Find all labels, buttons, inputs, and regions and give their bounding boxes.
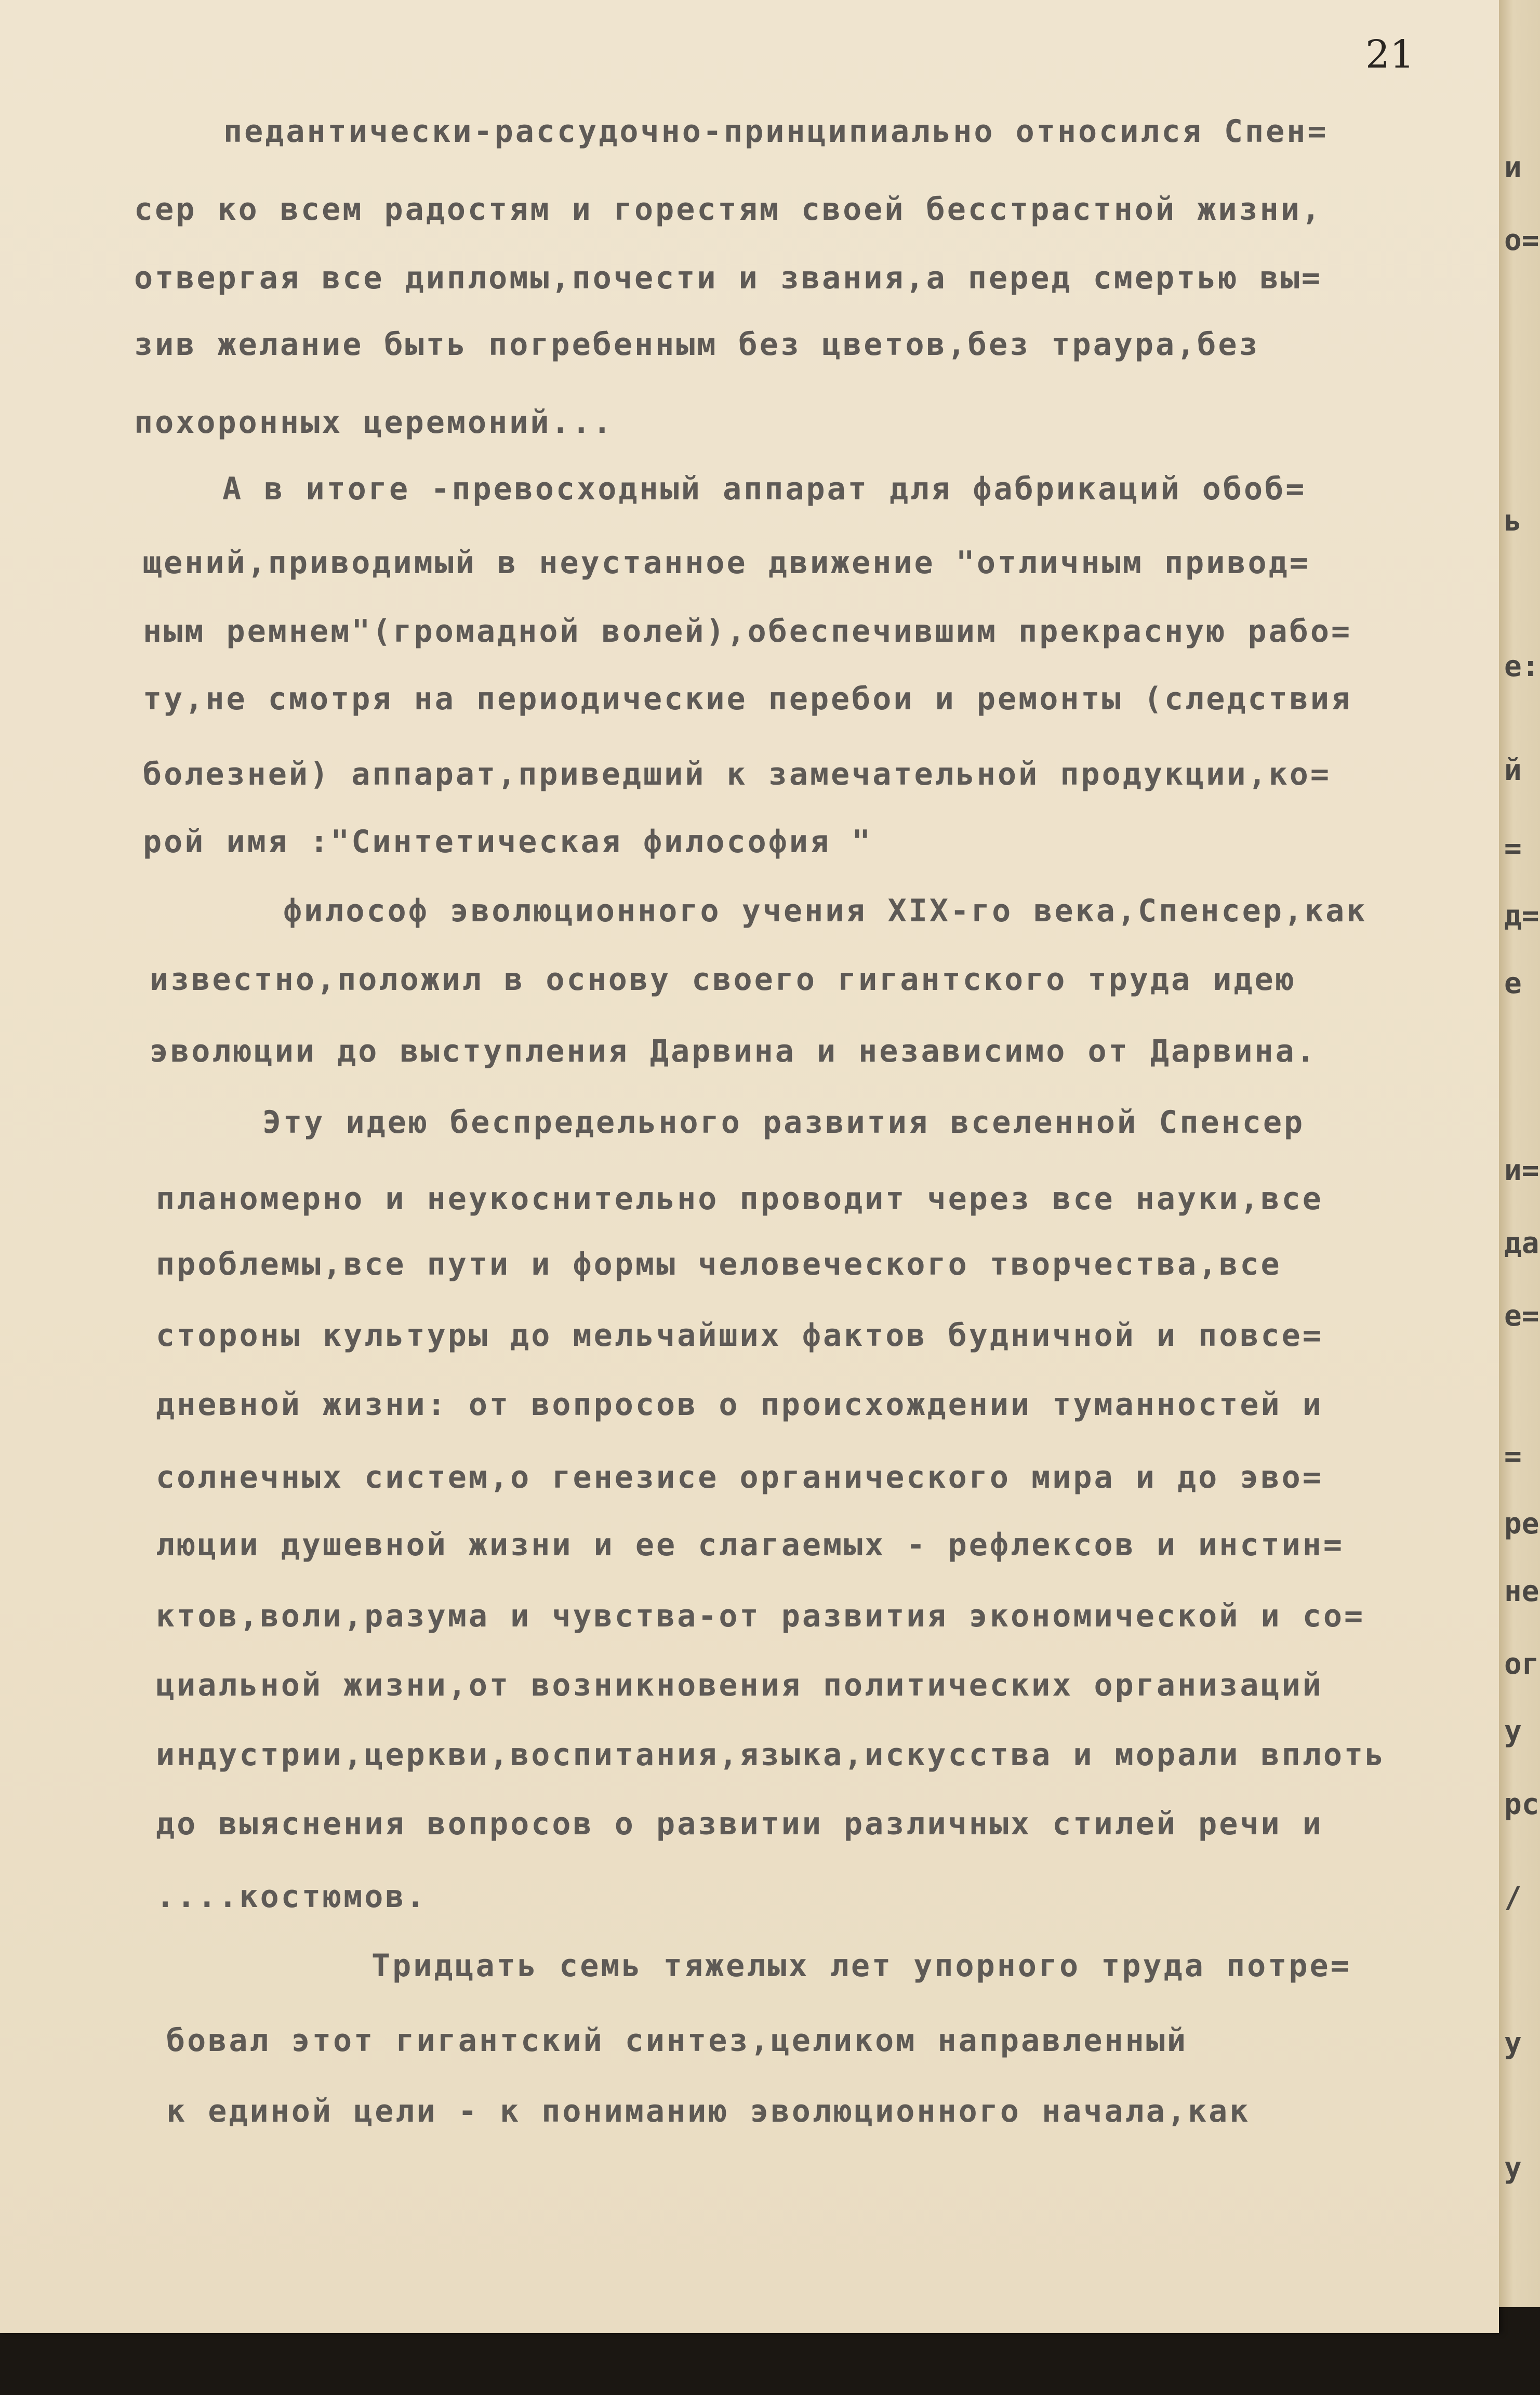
text-line-11: рой имя :"Синтетическая философия " [143, 824, 873, 860]
edge-glyph: е= [1504, 1299, 1539, 1333]
edge-glyph: е: [1504, 650, 1539, 683]
edge-glyph: ре [1504, 1507, 1539, 1541]
text-line-23: циальной жизни,от возникновения политических организаций [156, 1667, 1323, 1703]
edge-glyph: = [1504, 1439, 1522, 1473]
text-line-9: ту,не смотря на периодические перебои и ремонты (следствия [143, 681, 1352, 717]
edge-glyph: ог [1504, 1647, 1539, 1681]
text-line-29: к единой цели - к пониманию эволюционного начала,как [166, 2093, 1251, 2129]
text-line-24: индустрии,церкви,воспитания,языка,искусства и морали вплоть [156, 1737, 1386, 1773]
text-line-4: зив желание быть погребенным без цветов,без траура,без [134, 326, 1260, 363]
text-line-10: болезней) аппарат,приведший к замечательной продукции,ко= [143, 756, 1332, 792]
text-line-8: ным ремнем"(громадной волей),обеспечившим прекрасную рабо= [143, 613, 1352, 650]
text-line-7: щений,приводимый в неустанное движение "отличным привод= [143, 545, 1310, 581]
text-line-21: люции душевной жизни и ее слагаемых - рефлексов и инстин= [156, 1527, 1345, 1563]
page-number: 21 [1365, 32, 1415, 77]
edge-glyph: не [1504, 1574, 1539, 1608]
next-page-edge [1499, 0, 1540, 2307]
text-line-6: А в итоге -превосходный аппарат для фабрикаций обоб= [222, 471, 1307, 507]
text-line-5: похоронных церемоний... [134, 404, 614, 441]
text-line-18: стороны культуры до мельчайших фактов будничной и повсе= [156, 1317, 1323, 1354]
text-line-15: Эту идею беспредельного развития вселенной Спенсер [262, 1104, 1305, 1141]
edge-glyph: у [1504, 1715, 1522, 1749]
edge-glyph: е [1504, 967, 1522, 1000]
text-line-16: планомерно и неукоснительно проводит через все науки,все [156, 1181, 1323, 1217]
text-line-3: отвергая все дипломы,почести и звания,а перед смертью вы= [134, 260, 1323, 296]
edge-glyph: дa [1504, 1226, 1539, 1260]
text-line-2: сер ко всем радостям и горестям своей бесстрастной жизни, [134, 191, 1323, 228]
text-line-27: Тридцать семь тяжелых лет упорного труда потре= [371, 1948, 1351, 1984]
text-line-13: известно,положил в основу своего гигантского труда идею [150, 961, 1296, 998]
text-line-1: педантически-рассудочно-принципиально относился Спен= [223, 113, 1329, 150]
edge-glyph: / [1504, 1881, 1522, 1915]
text-line-28: бовал этот гигантский синтез,целиком направленный [166, 2022, 1188, 2059]
edge-glyph: д= [1504, 899, 1539, 933]
text-line-19: дневной жизни: от вопросов о происхождении туманностей и [156, 1386, 1323, 1423]
edge-glyph: у [1504, 2027, 1522, 2060]
edge-glyph: у [1504, 2151, 1522, 2185]
edge-glyph: и= [1504, 1154, 1539, 1187]
edge-glyph: о= [1504, 223, 1539, 257]
text-line-25: до выяснения вопросов о развитии различных стилей речи и [156, 1806, 1323, 1842]
edge-glyph: ь [1504, 504, 1522, 538]
text-line-20: солнечных систем,о генезисе органического мира и до эво= [156, 1459, 1323, 1496]
text-line-22: ктов,воли,разума и чувства-от развития экономической и со= [156, 1598, 1365, 1634]
text-line-26: ....костюмов. [156, 1878, 427, 1915]
text-line-17: проблемы,все пути и формы человеческого творчества,все [156, 1246, 1282, 1282]
edge-glyph: рс [1504, 1788, 1539, 1821]
edge-glyph: и [1504, 151, 1522, 184]
edge-glyph: = [1504, 831, 1522, 865]
edge-glyph: й [1504, 753, 1522, 787]
text-line-12: философ эволюционного учения XIX-го века,Спенсер,как [283, 893, 1368, 929]
text-line-14: эволюции до выступления Дарвина и независимо от Дарвина. [150, 1033, 1317, 1069]
